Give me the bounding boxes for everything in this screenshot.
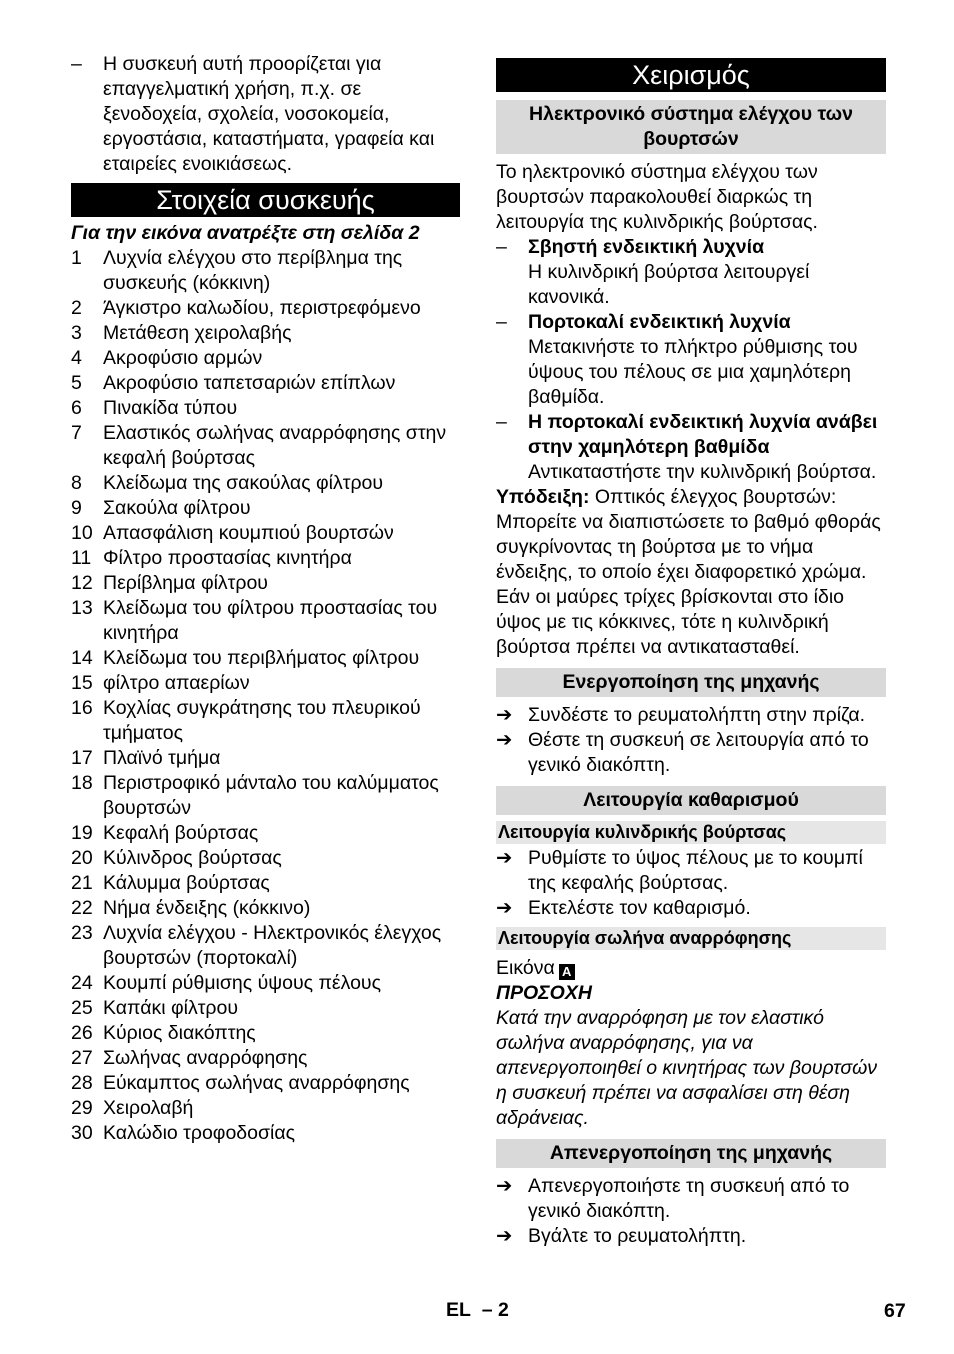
parts-list-item bbox=[71, 571, 460, 596]
note-label: Υπόδειξη: bbox=[496, 486, 590, 508]
item-text: Σωλήνας αναρρόφησης bbox=[103, 1047, 308, 1069]
item-number: 19 bbox=[71, 822, 93, 844]
right-column bbox=[496, 52, 886, 1249]
item-text: Κουμπί ρύθμισης ύψους πέλους bbox=[103, 972, 381, 994]
indicator-state-content bbox=[528, 235, 886, 310]
deactivate-steps bbox=[496, 1174, 886, 1249]
dash-bullet: – bbox=[496, 236, 507, 258]
note-paragraph bbox=[496, 485, 886, 660]
item-text: Κύριος διακόπτης bbox=[103, 1022, 256, 1044]
figure-label: Εικόνα bbox=[496, 957, 555, 979]
item-text: Μετάθεση χειρολαβής bbox=[103, 322, 292, 344]
indicator-state-body: Αντικαταστήστε την κυλινδρική βούρτσα. bbox=[528, 461, 877, 483]
parts-list-item bbox=[71, 396, 460, 421]
figure-reference: Για την εικόνα ανατρέξτε στη σελίδα 2 bbox=[71, 222, 420, 244]
caution-text: Κατά την αναρρόφηση με τον ελαστικό σωλήνα αναρρόφησης, για να απενεργοποιηθεί ο κινητήρας των βουρτσών η συσκευή πρέπει να ασφαλίσει στη θέση αδράνειας. bbox=[496, 1007, 878, 1129]
item-number: 30 bbox=[71, 1122, 93, 1144]
item-number: 10 bbox=[71, 522, 93, 544]
item-text: Ακροφύσιο αρμών bbox=[103, 347, 263, 369]
item-number: 18 bbox=[71, 772, 93, 794]
arrow-right-icon: ➔ bbox=[496, 704, 513, 726]
indicator-state bbox=[496, 310, 886, 410]
item-text: Περιστροφικό μάνταλο του καλύμματος βουρτσών bbox=[103, 772, 439, 819]
parts-list-item bbox=[71, 321, 460, 346]
item-text: Κεφαλή βούρτσας bbox=[103, 822, 259, 844]
step-text: Απενεργοποιήστε τη συσκευή από το γενικό διακόπτη. bbox=[528, 1175, 850, 1222]
step-text: Βγάλτε το ρευματολήπτη. bbox=[528, 1225, 747, 1247]
parts-list-item bbox=[71, 921, 460, 971]
section-heading-device-parts: Στοιχεία συσκευής bbox=[71, 183, 460, 217]
item-number: 13 bbox=[71, 597, 93, 619]
indicator-state-content bbox=[528, 410, 886, 485]
parts-list-item bbox=[71, 1096, 460, 1121]
subheading-cleaning-operation: Λειτουργία καθαρισμού bbox=[496, 786, 886, 815]
subheading-roller-brush-operation: Λειτουργία κυλινδρικής βούρτσας bbox=[496, 821, 886, 844]
step-item bbox=[496, 896, 886, 921]
step-text: Συνδέστε το ρευματολήπτη στην πρίζα. bbox=[528, 704, 866, 726]
item-text: Κλείδωμα της σακούλας φίλτρου bbox=[103, 472, 384, 494]
parts-list-item bbox=[71, 746, 460, 771]
item-number: 1 bbox=[71, 247, 82, 269]
arrow-right-icon: ➔ bbox=[496, 897, 513, 919]
parts-list-item bbox=[71, 821, 460, 846]
item-text: Εύκαμπτος σωλήνας αναρρόφησης bbox=[103, 1072, 410, 1094]
parts-list-item bbox=[71, 1071, 460, 1096]
item-number: 9 bbox=[71, 497, 82, 519]
item-text: Σακούλα φίλτρου bbox=[103, 497, 251, 519]
footer-section-number: – 2 bbox=[481, 1299, 509, 1321]
item-number: 11 bbox=[71, 547, 92, 569]
dash-bullet: – bbox=[496, 311, 507, 333]
parts-list-item bbox=[71, 996, 460, 1021]
step-text: Θέστε τη συσκευή σε λειτουργία από το γενικό διακόπτη. bbox=[528, 729, 869, 776]
left-column bbox=[71, 52, 460, 1146]
subheading-suction-hose-operation: Λειτουργία σωλήνα αναρρόφησης bbox=[496, 927, 886, 950]
parts-list-item bbox=[71, 1021, 460, 1046]
step-item bbox=[496, 846, 886, 896]
parts-list-item bbox=[71, 696, 460, 746]
indicator-state-body: Η κυλινδρική βούρτσα λειτουργεί κανονικά. bbox=[528, 261, 810, 308]
step-item bbox=[496, 1224, 886, 1249]
item-number: 16 bbox=[71, 697, 93, 719]
parts-list-item bbox=[71, 471, 460, 496]
intro-paragraph bbox=[71, 52, 460, 177]
step-item bbox=[496, 703, 886, 728]
parts-list-item bbox=[71, 671, 460, 696]
item-number: 8 bbox=[71, 472, 82, 494]
parts-list-item bbox=[71, 346, 460, 371]
item-text: Ακροφύσιο ταπετσαριών επίπλων bbox=[103, 372, 396, 394]
item-text: Κλείδωμα του περιβλήματος φίλτρου bbox=[103, 647, 420, 669]
item-text: Ελαστικός σωλήνας αναρρόφησης στην κεφαλή βούρτσας bbox=[103, 422, 447, 469]
item-number: 29 bbox=[71, 1097, 93, 1119]
brush-steps bbox=[496, 846, 886, 921]
step-text: Εκτελέστε τον καθαρισμό. bbox=[528, 897, 751, 919]
parts-list bbox=[71, 246, 460, 1146]
item-text: Απασφάλιση κουμπιού βουρτσών bbox=[103, 522, 394, 544]
item-number: 3 bbox=[71, 322, 82, 344]
item-number: 23 bbox=[71, 922, 93, 944]
item-text: Κοχλίας συγκράτησης του πλευρικού τμήματος bbox=[103, 697, 421, 744]
item-text: Λυχνία ελέγχου - Ηλεκτρονικός έλεγχος βουρτσών (πορτοκαλί) bbox=[103, 922, 442, 969]
parts-list-item bbox=[71, 846, 460, 871]
item-text: Περίβλημα φίλτρου bbox=[103, 572, 268, 594]
item-number: 6 bbox=[71, 397, 82, 419]
dash-bullet: – bbox=[496, 411, 507, 433]
item-number: 26 bbox=[71, 1022, 93, 1044]
caution-label: ΠΡΟΣΟΧΗ bbox=[496, 982, 592, 1004]
item-number: 15 bbox=[71, 672, 93, 694]
item-text: Άγκιστρο καλωδίου, περιστρεφόμενο bbox=[103, 297, 421, 319]
parts-list-item bbox=[71, 546, 460, 571]
figure-a-icon: A bbox=[559, 964, 575, 980]
indicator-states bbox=[496, 235, 886, 485]
subheading-deactivate-machine: Απενεργοποίηση της μηχανής bbox=[496, 1139, 886, 1168]
item-number: 24 bbox=[71, 972, 93, 994]
subheading-electronic-brush-control: Ηλεκτρονικό σύστημα ελέγχου των βουρτσών bbox=[496, 100, 886, 154]
parts-list-item bbox=[71, 1121, 460, 1146]
item-number: 14 bbox=[71, 647, 93, 669]
item-text: Καπάκι φίλτρου bbox=[103, 997, 239, 1019]
item-text: Λυχνία ελέγχου στο περίβλημα της συσκευής (κόκκινη) bbox=[103, 247, 403, 294]
item-number: 5 bbox=[71, 372, 82, 394]
parts-list-item bbox=[71, 521, 460, 546]
indicator-state-heading: Πορτοκαλί ενδεικτική λυχνία bbox=[528, 311, 791, 333]
item-text: Κύλινδρος βούρτσας bbox=[103, 847, 282, 869]
footer-section-code bbox=[446, 1298, 509, 1323]
item-number: 7 bbox=[71, 422, 82, 444]
indicator-state-body: Μετακινήστε το πλήκτρο ρύθμισης του ύψους του πέλους σε μια χαμηλότερη βαθμίδα. bbox=[528, 336, 858, 408]
item-number: 12 bbox=[71, 572, 93, 594]
parts-list-item bbox=[71, 421, 460, 471]
step-text: Ρυθμίστε το ύψος πέλους με το κουμπί της κεφαλής βούρτσας. bbox=[528, 847, 863, 894]
indicator-state bbox=[496, 410, 886, 485]
indicator-state-heading: Η πορτοκαλί ενδεικτική λυχνία ανάβει στην χαμηλότερη βαθμίδα bbox=[528, 411, 878, 458]
note-text: Οπτικός έλεγχος βουρτσών: Μπορείτε να διαπιστώσετε το βαθμό φθοράς συγκρίνοντας τη βούρτσα με το νήμα ένδειξης, το οποίο έχει διαφορετικό χρώμα. Εάν οι μαύρες τρίχες βρίσκονται στο ίδιο ύψος με τις κόκκινες, τότε η κυλινδρική βούρτσα πρέπει να αντικατασταθεί. bbox=[496, 486, 881, 658]
parts-list-item bbox=[71, 971, 460, 996]
indicator-state bbox=[496, 235, 886, 310]
intro-text: Η συσκευή αυτή προορίζεται για επαγγελματική χρήση, π.χ. σε ξενοδοχεία, σχολεία, νοσοκομεία, εργοστάσια, καταστήματα, γραφεία και εταιρείες ενοικιάσεως. bbox=[103, 53, 435, 175]
arrow-right-icon: ➔ bbox=[496, 1225, 513, 1247]
figure-line bbox=[496, 956, 886, 981]
indicator-state-heading: Σβηστή ενδεικτική λυχνία bbox=[528, 236, 765, 258]
item-number: 22 bbox=[71, 897, 93, 919]
item-text: Πλαϊνό τμήμα bbox=[103, 747, 221, 769]
item-number: 25 bbox=[71, 997, 93, 1019]
item-text: Κάλυμμα βούρτσας bbox=[103, 872, 270, 894]
dash-bullet: – bbox=[71, 53, 82, 75]
parts-list-item bbox=[71, 596, 460, 646]
item-text: Νήμα ένδειξης (κόκκινο) bbox=[103, 897, 311, 919]
activate-steps bbox=[496, 703, 886, 778]
parts-list-item bbox=[71, 371, 460, 396]
electronic-intro: Το ηλεκτρονικό σύστημα ελέγχου των βουρτσών παρακολουθεί διαρκώς τη λειτουργία της κυλινδρικής βούρτσας. bbox=[496, 161, 818, 233]
page-number: 67 bbox=[884, 1300, 906, 1322]
item-number: 2 bbox=[71, 297, 82, 319]
parts-list-item bbox=[71, 896, 460, 921]
subheading-activate-machine: Ενεργοποίηση της μηχανής bbox=[496, 668, 886, 697]
parts-list-item bbox=[71, 1046, 460, 1071]
item-number: 17 bbox=[71, 747, 93, 769]
item-number: 4 bbox=[71, 347, 82, 369]
parts-list-item bbox=[71, 871, 460, 896]
item-text: Κλείδωμα του φίλτρου προστασίας του κινητήρα bbox=[103, 597, 438, 644]
parts-list-item bbox=[71, 496, 460, 521]
step-item bbox=[496, 728, 886, 778]
arrow-right-icon: ➔ bbox=[496, 729, 513, 751]
arrow-right-icon: ➔ bbox=[496, 847, 513, 869]
item-text: Χειρολαβή bbox=[103, 1097, 194, 1119]
section-heading-operation: Χειρισμός bbox=[496, 58, 886, 92]
item-text: Φίλτρο προστασίας κινητήρα bbox=[103, 547, 352, 569]
footer-lang: EL bbox=[446, 1299, 471, 1321]
indicator-state-content bbox=[528, 310, 886, 410]
item-text: Πινακίδα τύπου bbox=[103, 397, 238, 419]
parts-list-item bbox=[71, 246, 460, 296]
step-item bbox=[496, 1174, 886, 1224]
item-number: 20 bbox=[71, 847, 93, 869]
parts-list-item bbox=[71, 296, 460, 321]
item-number: 27 bbox=[71, 1047, 93, 1069]
parts-list-item bbox=[71, 771, 460, 821]
item-number: 28 bbox=[71, 1072, 93, 1094]
item-number: 21 bbox=[71, 872, 93, 894]
parts-list-item bbox=[71, 646, 460, 671]
arrow-right-icon: ➔ bbox=[496, 1175, 513, 1197]
item-text: Καλώδιο τροφοδοσίας bbox=[103, 1122, 296, 1144]
item-text: φίλτρο απαερίων bbox=[103, 672, 250, 694]
